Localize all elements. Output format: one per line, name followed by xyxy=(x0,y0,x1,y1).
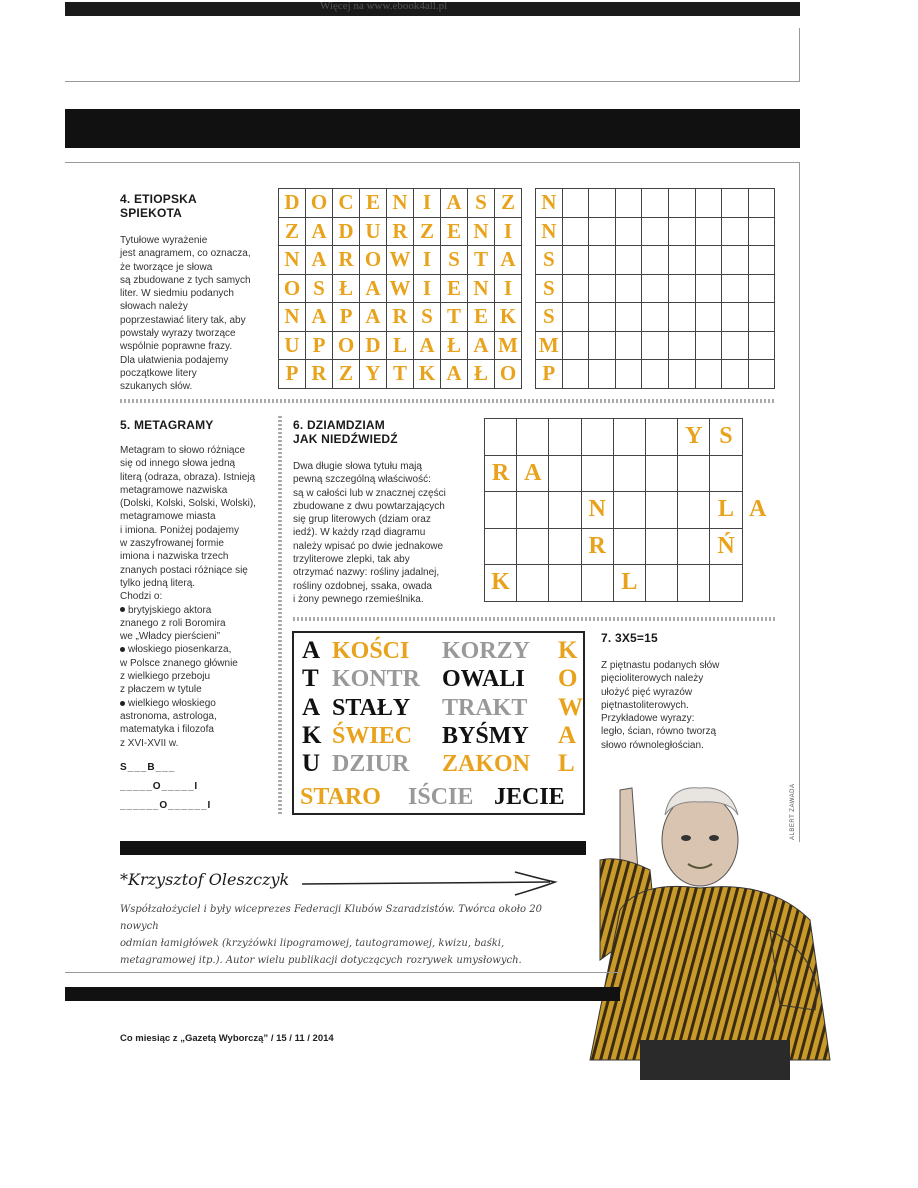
anagram-cell: U xyxy=(278,331,306,361)
puzzle-word: T xyxy=(302,665,319,692)
puzzle-word: STAŁY xyxy=(332,695,411,721)
anagram-cell: O xyxy=(305,188,333,218)
answer-cell[interactable] xyxy=(668,274,696,304)
dotted-divider-2 xyxy=(293,617,775,621)
answer-grid xyxy=(535,188,775,388)
anagram-cell: A xyxy=(440,359,468,389)
dziam-cell[interactable] xyxy=(581,418,614,456)
anagram-cell: Ł xyxy=(467,359,495,389)
anagram-cell: N xyxy=(467,217,495,247)
anagram-cell: R xyxy=(332,245,360,275)
answer-cell[interactable] xyxy=(695,217,723,247)
answer-cell[interactable] xyxy=(641,188,669,218)
puzzle-word: STARO xyxy=(300,784,381,810)
section-6-text xyxy=(293,460,473,606)
anagram-cell: D xyxy=(332,217,360,247)
bio-rule xyxy=(65,972,620,973)
puzzle-word: DZIUR xyxy=(332,751,410,777)
anagram-cell: A xyxy=(413,331,441,361)
bullet-icon xyxy=(120,701,125,706)
anagram-cell: A xyxy=(305,302,333,332)
footer: Co miesiąc z „Gazetą Wyborczą” / 15 / 11 / 2014 xyxy=(120,1033,334,1044)
section-5-text-line: Chodzi o: xyxy=(120,591,163,603)
anagram-cell: R xyxy=(305,359,333,389)
section-4-text-line: wspólnie poprawne frazy. xyxy=(120,341,233,353)
puzzle-word: W xyxy=(558,694,583,721)
answer-cell[interactable]: S xyxy=(535,302,563,332)
section-7-text-line: słowo równoległościan. xyxy=(601,739,704,751)
answer-cell[interactable] xyxy=(668,302,696,332)
dziam-cell[interactable] xyxy=(645,564,678,602)
section-5-text-line: metagramowe miasta xyxy=(120,511,216,523)
section-7-text-line: piętnastoliterowych. xyxy=(601,699,689,711)
answer-cell[interactable] xyxy=(615,217,643,247)
answer-cell[interactable] xyxy=(695,245,723,275)
dziam-cell[interactable] xyxy=(581,455,614,493)
anagram-cell: I xyxy=(413,245,441,275)
anagram-cell: E xyxy=(467,302,495,332)
answer-cell[interactable] xyxy=(588,274,616,304)
anagram-cell: O xyxy=(494,359,522,389)
metagram-pattern: _____O_____I xyxy=(120,781,199,792)
answer-cell[interactable] xyxy=(562,302,590,332)
dziam-cell[interactable] xyxy=(677,491,710,529)
anagram-cell: W xyxy=(386,245,414,275)
anagram-cell: E xyxy=(440,274,468,304)
photo-credit: ALBERT ZAWADA xyxy=(790,783,796,840)
anagram-cell: N xyxy=(278,245,306,275)
dziam-cell[interactable] xyxy=(613,455,646,493)
anagram-cell: D xyxy=(359,331,387,361)
dziam-cell[interactable] xyxy=(677,564,710,602)
answer-cell[interactable] xyxy=(615,359,643,389)
dziam-cell[interactable]: A xyxy=(516,455,549,493)
answer-cell[interactable] xyxy=(588,302,616,332)
header-frame-bottom xyxy=(65,81,800,82)
dziam-cell[interactable] xyxy=(645,491,678,529)
answer-cell[interactable] xyxy=(721,359,749,389)
dziam-cell[interactable] xyxy=(677,528,710,566)
answer-cell[interactable] xyxy=(641,217,669,247)
puzzle-word: KORZY xyxy=(442,638,531,664)
bullet-line: włoskiego piosenkarza, xyxy=(120,643,280,656)
puzzle-word: K xyxy=(302,722,322,749)
bullet-line: matematyka i filozofa xyxy=(120,724,214,736)
dziam-cell[interactable] xyxy=(516,528,549,566)
watermark: Więcej na www.ebook4all.pl xyxy=(320,0,448,12)
section-4-text-line: początkowe litery xyxy=(120,367,197,379)
anagram-cell: K xyxy=(494,302,522,332)
answer-cell[interactable] xyxy=(615,245,643,275)
anagram-cell: S xyxy=(413,302,441,332)
anagram-cell: A xyxy=(359,274,387,304)
answer-cell[interactable]: N xyxy=(535,188,563,218)
answer-cell[interactable] xyxy=(562,245,590,275)
section-5-title: 5. METAGRAMY xyxy=(120,418,214,432)
anagram-cell: E xyxy=(359,188,387,218)
dziam-cell[interactable] xyxy=(581,564,614,602)
answer-cell[interactable] xyxy=(562,188,590,218)
answer-cell[interactable] xyxy=(721,188,749,218)
anagram-cell: O xyxy=(332,331,360,361)
dziam-cell[interactable] xyxy=(645,455,678,493)
vertical-dotted-divider xyxy=(278,416,282,816)
anagram-cell: A xyxy=(305,245,333,275)
bullet-line: we „Władcy pierścieni” xyxy=(120,631,221,643)
answer-cell[interactable] xyxy=(588,359,616,389)
dziam-extra-letter: A xyxy=(749,495,767,522)
section-4-title: 4. ETIOPSKA SPIEKOTA xyxy=(120,192,197,220)
answer-cell[interactable] xyxy=(588,331,616,361)
section-4-text-line: Dla ułatwienia podajemy xyxy=(120,354,229,366)
anagram-cell: Z xyxy=(278,217,306,247)
dziam-cell[interactable] xyxy=(516,564,549,602)
section-5-text-line: i imiona. Poniżej podajemy xyxy=(120,524,239,536)
section-5-text-line: imiona i nazwiska trzech xyxy=(120,551,229,563)
dziam-cell[interactable]: K xyxy=(484,564,517,602)
puzzle-word: K xyxy=(558,637,578,664)
bullet-line: w Polsce znanego głównie xyxy=(120,657,238,669)
answer-cell[interactable] xyxy=(641,274,669,304)
answer-cell[interactable]: P xyxy=(535,359,563,389)
answer-cell[interactable] xyxy=(721,245,749,275)
anagram-cell: S xyxy=(467,188,495,218)
section-7-text-line: ułożyć pięć wyrazów xyxy=(601,686,693,698)
section-6-text-line: rośliny ozdobnej, ssaka, owada xyxy=(293,580,432,592)
section-7-text-line: pięcioliterowych należy xyxy=(601,673,704,685)
answer-cell[interactable] xyxy=(641,359,669,389)
anagram-cell: A xyxy=(440,188,468,218)
dziam-cell[interactable] xyxy=(645,418,678,456)
header-frame-right xyxy=(799,28,800,81)
dziam-cell[interactable] xyxy=(709,455,742,493)
dziam-cell[interactable] xyxy=(613,528,646,566)
anagram-cell: M xyxy=(494,331,522,361)
answer-cell[interactable] xyxy=(615,331,643,361)
anagram-cell: K xyxy=(413,359,441,389)
puzzle-word: A xyxy=(302,637,321,664)
answer-cell[interactable] xyxy=(721,331,749,361)
section-5-text xyxy=(120,444,280,750)
answer-cell[interactable] xyxy=(588,188,616,218)
anagram-cell: P xyxy=(305,331,333,361)
dziam-cell[interactable]: Y xyxy=(677,418,710,456)
dziam-cell[interactable]: L xyxy=(709,491,742,529)
dziam-cell[interactable]: N xyxy=(581,491,614,529)
puzzle-word: A xyxy=(302,694,321,721)
author-portrait xyxy=(580,760,840,1080)
answer-cell[interactable] xyxy=(695,331,723,361)
dziam-cell[interactable] xyxy=(548,418,581,456)
anagram-cell: C xyxy=(332,188,360,218)
dziam-cell[interactable] xyxy=(613,491,646,529)
section-7-text-line: Z piętnastu podanych słów xyxy=(601,660,720,671)
section-4-text-line: słowach należy xyxy=(120,301,188,313)
answer-cell[interactable] xyxy=(668,245,696,275)
answer-cell[interactable] xyxy=(668,188,696,218)
puzzle-word: OWALI xyxy=(442,666,525,692)
anagram-cell: P xyxy=(278,359,306,389)
title-band xyxy=(65,109,800,148)
answer-cell[interactable] xyxy=(695,302,723,332)
dziam-grid xyxy=(484,418,776,602)
answer-cell[interactable] xyxy=(695,188,723,218)
section-6-text-line: otrzymać nazwy: rośliny jadalnej, xyxy=(293,567,440,579)
author-bio xyxy=(120,901,570,969)
answer-cell[interactable] xyxy=(721,302,749,332)
word-puzzle-box xyxy=(292,631,585,815)
section-4-text-line: są zbudowane z tych samych xyxy=(120,274,251,286)
answer-cell[interactable] xyxy=(748,217,776,247)
bottom-band xyxy=(65,987,620,1001)
author-bio-line: Współzałożyciel i były wiceprezes Federacji Klubów Szaradzistów. Twórca około 20 nowych xyxy=(120,904,542,932)
anagram-cell: I xyxy=(413,274,441,304)
section-7-text xyxy=(601,659,741,752)
section-5-text-line: się od innego słowa jedną xyxy=(120,458,236,470)
section-5-text-line: (Dolski, Kolski, Solski, Wolski), xyxy=(120,498,256,510)
answer-cell[interactable] xyxy=(615,188,643,218)
puzzle-word: L xyxy=(558,750,575,777)
dziam-cell[interactable] xyxy=(516,418,549,456)
section-5-text-line: w zaszyfrowanej formie xyxy=(120,538,224,550)
author-bio-line: metagramowej itp.). Autor wielu publikacji dotyczących rozrywek umysłowych. xyxy=(120,955,522,966)
puzzle-word: KOŚCI xyxy=(332,638,410,664)
section-5-text-line: znanych postaci różniące się xyxy=(120,564,248,576)
answer-cell[interactable]: N xyxy=(535,217,563,247)
anagram-cell: Z xyxy=(413,217,441,247)
bullet-icon xyxy=(120,647,125,652)
dziam-cell[interactable] xyxy=(548,491,581,529)
anagram-cell: A xyxy=(305,217,333,247)
answer-cell[interactable] xyxy=(748,188,776,218)
dziam-cell[interactable] xyxy=(613,418,646,456)
puzzle-word: A xyxy=(558,722,577,749)
answer-cell[interactable] xyxy=(641,331,669,361)
dziam-cell[interactable] xyxy=(516,491,549,529)
dziam-cell[interactable]: R xyxy=(484,455,517,493)
answer-cell[interactable] xyxy=(615,302,643,332)
section-6-text-line: i żony pewnego rzemieślnika. xyxy=(293,593,424,605)
answer-cell[interactable] xyxy=(748,245,776,275)
anagram-cell: E xyxy=(440,217,468,247)
answer-cell[interactable]: M xyxy=(535,331,563,361)
answer-cell[interactable] xyxy=(562,331,590,361)
section-6-title: 6. DZIAMDZIAM JAK NIEDŹWIEDŹ xyxy=(293,418,398,446)
section-4-text xyxy=(120,234,270,394)
metagram-pattern: ______O______I xyxy=(120,800,212,811)
anagram-cell: T xyxy=(386,359,414,389)
section-6-text-line: pewną szczególną właściwość: xyxy=(293,474,431,486)
arrow-icon xyxy=(300,868,560,898)
section-5-text-line: Metagram to słowo różniące xyxy=(120,445,246,456)
section-7-title: 7. 3X5=15 xyxy=(601,631,658,645)
dziam-cell[interactable] xyxy=(548,455,581,493)
dziam-cell[interactable] xyxy=(484,528,517,566)
answer-cell[interactable] xyxy=(748,274,776,304)
dziam-cell[interactable] xyxy=(677,455,710,493)
anagram-cell: L xyxy=(386,331,414,361)
bullet-line: wielkiego włoskiego xyxy=(120,697,280,710)
anagram-cell: I xyxy=(413,188,441,218)
dziam-cell[interactable]: R xyxy=(581,528,614,566)
anagram-cell: Ł xyxy=(440,331,468,361)
anagram-cell: N xyxy=(386,188,414,218)
anagram-cell: N xyxy=(278,302,306,332)
anagram-cell: I xyxy=(494,217,522,247)
section-5-text-line: tylko jedną literą. xyxy=(120,577,196,589)
section-4-text-line: że tworzące je słowa xyxy=(120,261,213,273)
section-5-text-line: metagramowe nazwiska xyxy=(120,484,228,496)
anagram-cell: R xyxy=(386,217,414,247)
anagram-cell: R xyxy=(386,302,414,332)
section-6-text-line: są w całości lub w znacznej części xyxy=(293,487,446,499)
anagram-cell: A xyxy=(359,302,387,332)
section-4-text-line: Tytułowe wyrażenie xyxy=(120,235,208,246)
anagram-cell: D xyxy=(278,188,306,218)
anagram-cell: P xyxy=(332,302,360,332)
answer-cell[interactable] xyxy=(748,302,776,332)
section-6-text-line: Dwa długie słowa tytułu mają xyxy=(293,461,422,472)
answer-cell[interactable] xyxy=(721,217,749,247)
answer-cell[interactable] xyxy=(562,359,590,389)
bullet-line: z płaczem w tytule xyxy=(120,684,202,696)
answer-cell[interactable] xyxy=(695,359,723,389)
dziam-cell[interactable]: L xyxy=(613,564,646,602)
section-4-text-line: szukanych słów. xyxy=(120,381,193,393)
answer-cell[interactable] xyxy=(588,217,616,247)
section-7-text-line: legło, ścian, równo tworzą xyxy=(601,726,717,738)
anagram-cell: T xyxy=(467,245,495,275)
anagram-cell: Z xyxy=(332,359,360,389)
section-6-text-line: zbudowane z dwu powtarzających xyxy=(293,500,445,512)
bullet-line: z wielkiego przeboju xyxy=(120,671,211,683)
author-bio-line: odmian łamigłówek (krzyżówki lipogramowej, tautogramowej, kwizu, baśki, xyxy=(120,938,505,949)
dziam-cell[interactable] xyxy=(548,528,581,566)
answer-cell[interactable] xyxy=(748,359,776,389)
dziam-cell[interactable] xyxy=(484,491,517,529)
section-6-text-line: trzyliterowe zlepki, tak aby xyxy=(293,554,410,566)
puzzle-word: TRAKT xyxy=(442,695,528,721)
dziam-cell[interactable] xyxy=(548,564,581,602)
bullet-line: astronoma, astrologa, xyxy=(120,710,217,722)
dziam-cell[interactable] xyxy=(484,418,517,456)
bullet-line: znanego z roli Boromira xyxy=(120,617,226,629)
anagram-cell: Ł xyxy=(332,274,360,304)
anagram-cell: S xyxy=(440,245,468,275)
anagram-cell: O xyxy=(278,274,306,304)
anagram-cell: A xyxy=(467,331,495,361)
author-band xyxy=(120,841,586,855)
section-4-text-line: poprzestawiać litery tak, aby xyxy=(120,314,246,326)
answer-cell[interactable] xyxy=(588,245,616,275)
section-6-text-line: się grup literowych (dziam oraz xyxy=(293,514,431,526)
content-right-rule xyxy=(799,162,800,842)
puzzle-word: O xyxy=(558,665,578,692)
answer-cell[interactable] xyxy=(668,359,696,389)
answer-cell[interactable] xyxy=(562,217,590,247)
answer-cell[interactable] xyxy=(721,274,749,304)
anagram-cell: N xyxy=(467,274,495,304)
section-4-text-line: jest anagramem, co oznacza, xyxy=(120,248,251,260)
metagram-pattern: S___B___ xyxy=(120,762,176,773)
answer-cell[interactable] xyxy=(615,274,643,304)
puzzle-word: ZAKON xyxy=(442,751,531,777)
section-6-text-line: iedź). W każdy rząd diagramu xyxy=(293,527,426,539)
section-4-text-line: liter. W siedmiu podanych xyxy=(120,288,234,300)
answer-cell[interactable] xyxy=(562,274,590,304)
dziam-cell[interactable]: Ń xyxy=(709,528,742,566)
bullet-line: z XVI-XVII w. xyxy=(120,737,179,749)
dziam-cell[interactable]: S xyxy=(709,418,742,456)
answer-cell[interactable] xyxy=(668,217,696,247)
author-name: *Krzysztof Oleszczyk xyxy=(120,870,290,889)
dziam-cell[interactable] xyxy=(645,528,678,566)
answer-cell[interactable] xyxy=(641,302,669,332)
section-5-text-line: literą (odraza, obraza). Istnieją xyxy=(120,471,256,483)
anagram-cell: U xyxy=(359,217,387,247)
section-4-text-line: powstały wyrazy tworzące xyxy=(120,328,236,340)
metagram-patterns xyxy=(120,762,211,819)
bullet-icon xyxy=(120,607,125,612)
section-6-text-line: należy wpisać po dwie jednakowe xyxy=(293,540,444,552)
answer-cell[interactable] xyxy=(695,274,723,304)
bullet-line: brytyjskiego aktora xyxy=(120,604,280,617)
puzzle-word: IŚCIE xyxy=(408,784,474,810)
anagram-cell: W xyxy=(386,274,414,304)
answer-cell[interactable] xyxy=(748,331,776,361)
anagram-cell: O xyxy=(359,245,387,275)
anagram-cell: T xyxy=(440,302,468,332)
puzzle-word: U xyxy=(302,750,321,777)
anagram-cell: I xyxy=(494,274,522,304)
puzzle-word: KONTR xyxy=(332,666,421,692)
answer-cell[interactable] xyxy=(668,331,696,361)
anagram-grid xyxy=(278,188,521,388)
anagram-cell: Z xyxy=(494,188,522,218)
anagram-cell: Y xyxy=(359,359,387,389)
puzzle-word: JECIE xyxy=(494,784,565,810)
puzzle-word: ŚWIEC xyxy=(332,723,413,749)
section-7-text-line: Przykładowe wyrazy: xyxy=(601,713,695,725)
dotted-divider xyxy=(120,399,775,403)
anagram-cell: A xyxy=(494,245,522,275)
puzzle-word: BYŚMY xyxy=(442,723,529,749)
dziam-cell[interactable] xyxy=(709,564,742,602)
answer-cell[interactable] xyxy=(641,245,669,275)
answer-cell[interactable]: S xyxy=(535,245,563,275)
answer-cell[interactable]: S xyxy=(535,274,563,304)
content-top-rule xyxy=(65,162,800,163)
anagram-cell: S xyxy=(305,274,333,304)
